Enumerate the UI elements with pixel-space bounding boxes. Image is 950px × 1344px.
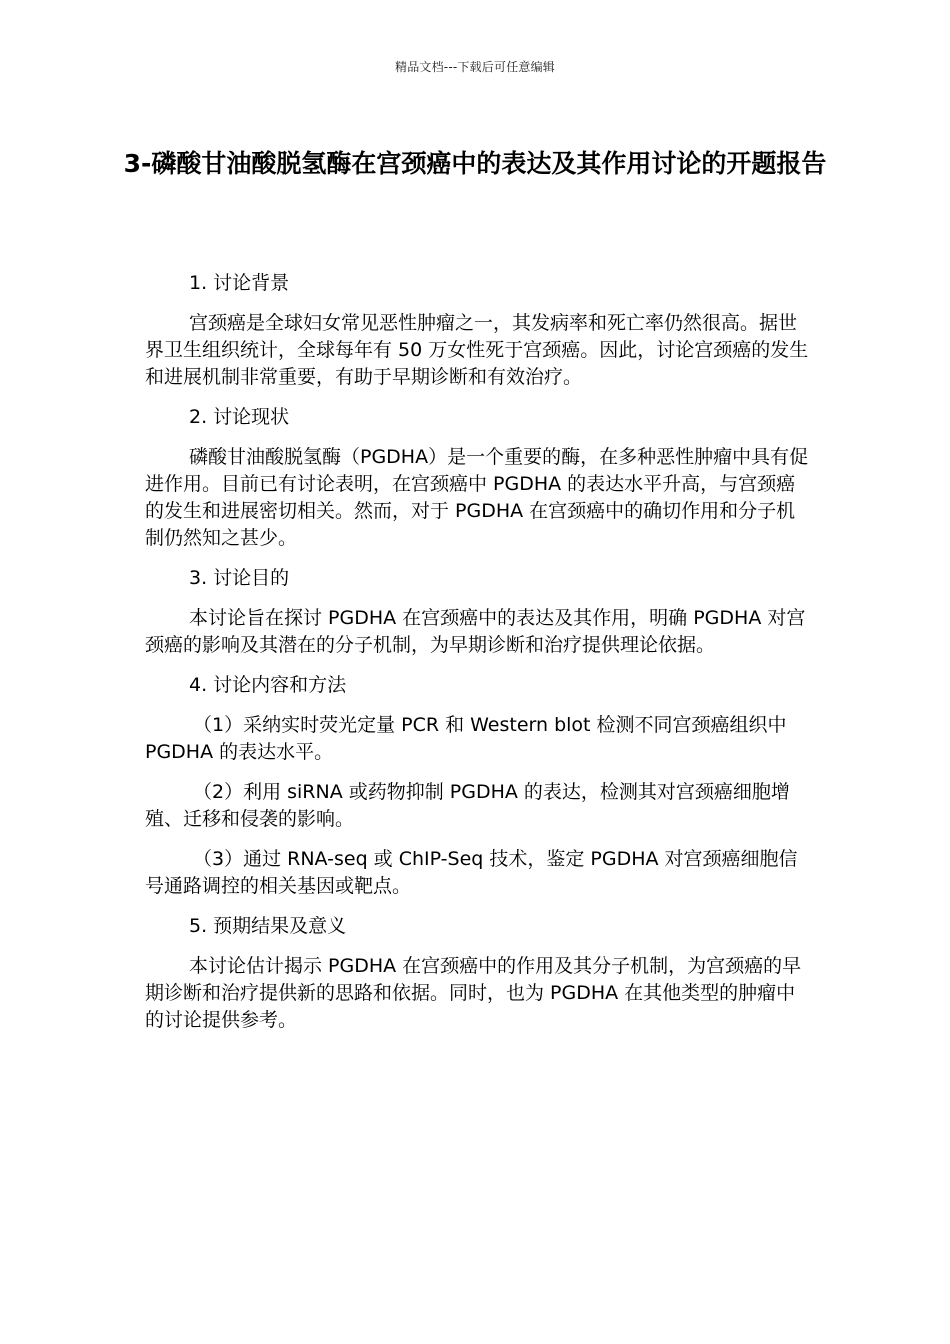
paragraph-purpose: 本讨论旨在探讨 PGDHA 在宫颈癌中的表达及其作用，明确 PGDHA 对宫颈癌的影响及其潜在的分子机制，为早期诊断和治疗提供理论依据。 (145, 607, 806, 656)
method-item-2: （2）利用 siRNA 或药物抑制 PGDHA 的表达，检测其对宫颈癌细胞增殖、迁移和侵袭的影响。 (145, 781, 790, 830)
paragraph-results: 本讨论估计揭示 PGDHA 在宫颈癌中的作用及其分子机制，为宫颈癌的早期诊断和治疗提供新的思路和依据。同时，也为 PGDHA 在其他类型的肿瘤中的讨论提供参考。 (145, 955, 802, 1031)
header-note: 精品文档---下载后可任意编辑 (395, 60, 555, 74)
section-heading-status: 2. 讨论现状 (189, 406, 290, 428)
section-heading-results: 5. 预期结果及意义 (189, 915, 347, 937)
document-body (145, 270, 810, 1047)
paragraph-status: 磷酸甘油酸脱氢酶（PGDHA）是一个重要的酶，在多种恶性肿瘤中具有促进作用。目前已有讨论表明，在宫颈癌中 PGDHA 的表达水平升高，与宫颈癌的发生和进展密切相关。然而，对于 PGDHA 在宫颈癌中的确切作用和分子机制仍然知之甚少。 (145, 446, 809, 549)
section-heading-methods: 4. 讨论内容和方法 (189, 674, 347, 696)
document-title: 3-磷酸甘油酸脱氢酶在宫颈癌中的表达及其作用讨论的开题报告 (123, 149, 827, 178)
paragraph-background: 宫颈癌是全球妇女常见恶性肿瘤之一，其发病率和死亡率仍然很高。据世界卫生组织统计，全球每年有 50 万女性死于宫颈癌。因此，讨论宫颈癌的发生和进展机制非常重要，有助于早期诊断和有效治疗。 (145, 312, 809, 388)
method-item-3: （3）通过 RNA-seq 或 ChIP-Seq 技术，鉴定 PGDHA 对宫颈癌细胞信号通路调控的相关基因或靶点。 (145, 848, 798, 897)
method-item-1: （1）采纳实时荧光定量 PCR 和 Western blot 检测不同宫颈癌组织中 PGDHA 的表达水平。 (145, 714, 787, 763)
section-heading-purpose: 3. 讨论目的 (189, 567, 290, 589)
section-heading-background: 1. 讨论背景 (189, 272, 290, 294)
